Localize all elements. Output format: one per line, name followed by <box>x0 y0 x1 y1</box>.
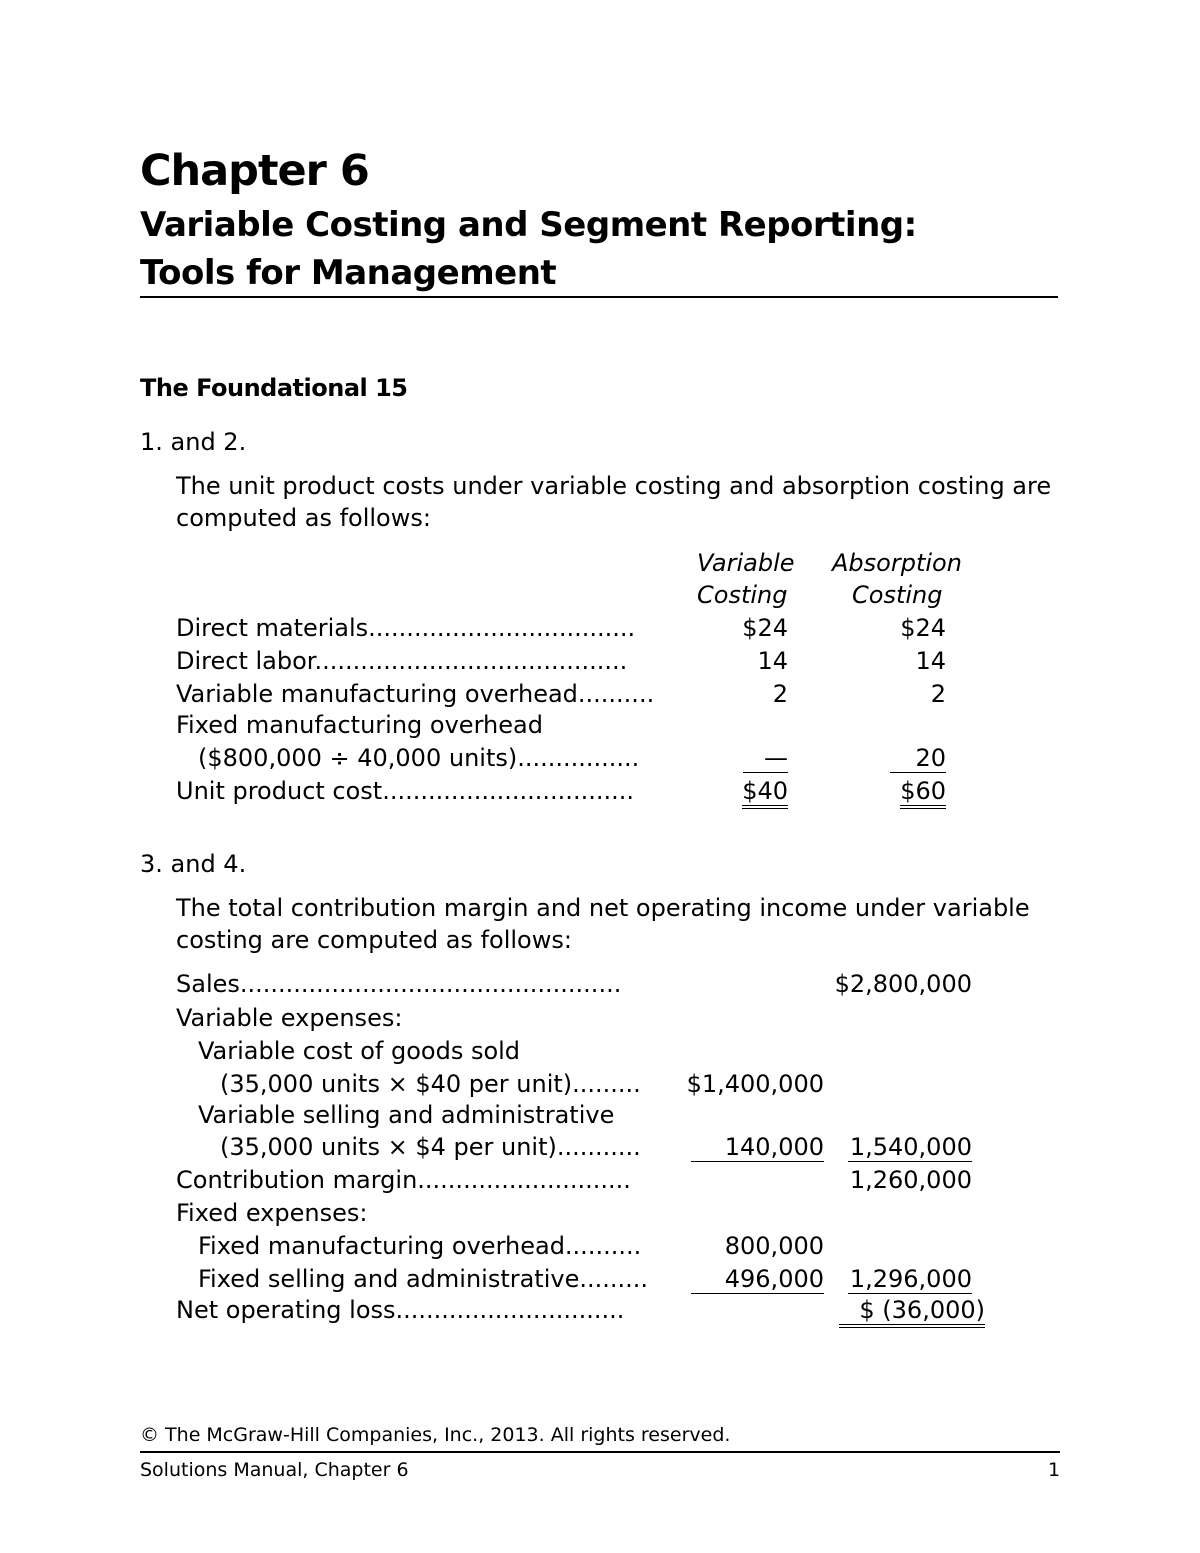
part2-intro-line-1: The total contribution margin and net operating income under variable <box>176 894 1030 922</box>
detail-value: 496,000 <box>691 1266 824 1294</box>
row-label: Fixed manufacturing overhead <box>176 711 543 739</box>
absorption-value: 20 <box>890 745 946 773</box>
variable-value: $24 <box>742 614 788 642</box>
total-value: 1,260,000 <box>849 1166 972 1194</box>
detail-value: 800,000 <box>724 1232 824 1260</box>
row-label: Net operating loss.............................. <box>176 1296 625 1324</box>
detail-value: $1,400,000 <box>686 1070 824 1098</box>
row-label: Variable expenses: <box>176 1004 403 1032</box>
absorption-value: $24 <box>900 614 946 642</box>
total-value: 1,296,000 <box>849 1265 972 1293</box>
row-label: Direct materials................................... <box>176 614 636 642</box>
copyright-notice: © The McGraw-Hill Companies, Inc., 2013. All rights reserved. <box>140 1424 731 1446</box>
col-header-absorption-line-2: Costing <box>852 581 943 609</box>
total-value: $ (36,000) <box>839 1297 985 1328</box>
detail-value: 140,000 <box>691 1134 824 1162</box>
part2-intro-line-2: costing are computed as follows: <box>176 926 572 954</box>
row-label: (35,000 units × $40 per unit)......... <box>220 1070 641 1098</box>
row-label: Variable manufacturing overhead.......... <box>176 680 655 708</box>
row-label: (35,000 units × $4 per unit)........... <box>220 1133 641 1161</box>
row-label: Sales.................................................. <box>176 970 622 998</box>
chapter-heading: Chapter 6 <box>140 146 369 196</box>
chapter-title-line-1: Variable Costing and Segment Reporting: <box>140 205 917 245</box>
col-header-variable-line-2: Costing <box>697 581 788 609</box>
row-label: Fixed expenses: <box>176 1199 368 1227</box>
part1-number: 1. and 2. <box>140 428 247 456</box>
variable-value: $40 <box>742 778 788 809</box>
row-label: Unit product cost................................. <box>176 777 634 805</box>
page-number: 1 <box>1048 1459 1061 1481</box>
part2-number: 3. and 4. <box>140 850 247 878</box>
variable-value: 14 <box>757 647 788 675</box>
absorption-value: $60 <box>900 778 946 809</box>
total-value: $2,800,000 <box>834 970 972 998</box>
total-value: 1,540,000 <box>849 1133 972 1161</box>
footer-manual-title: Solutions Manual, Chapter 6 <box>140 1459 409 1481</box>
col-header-variable-line-1: Variable <box>697 549 795 577</box>
row-label: Variable selling and administrative <box>198 1101 615 1129</box>
variable-value: 2 <box>772 680 788 708</box>
row-label: Variable cost of goods sold <box>198 1037 521 1065</box>
footer-rule <box>140 1451 1060 1453</box>
chapter-title-line-2: Tools for Management <box>140 253 557 293</box>
absorption-value: 2 <box>930 680 946 708</box>
variable-value: — <box>743 745 788 773</box>
absorption-value: 14 <box>915 647 946 675</box>
row-label: ($800,000 ÷ 40,000 units)................ <box>198 744 640 772</box>
row-label: Fixed manufacturing overhead.......... <box>198 1232 642 1260</box>
row-label: Direct labor......................................... <box>176 647 628 675</box>
part1-intro-line-2: computed as follows: <box>176 504 431 532</box>
row-label: Contribution margin............................ <box>176 1166 631 1194</box>
part1-intro-line-1: The unit product costs under variable costing and absorption costing are <box>176 472 1052 500</box>
row-label: Fixed selling and administrative......... <box>198 1265 649 1293</box>
title-rule <box>140 296 1058 298</box>
col-header-absorption-line-1: Absorption <box>832 549 962 577</box>
section-title: The Foundational 15 <box>140 374 408 402</box>
